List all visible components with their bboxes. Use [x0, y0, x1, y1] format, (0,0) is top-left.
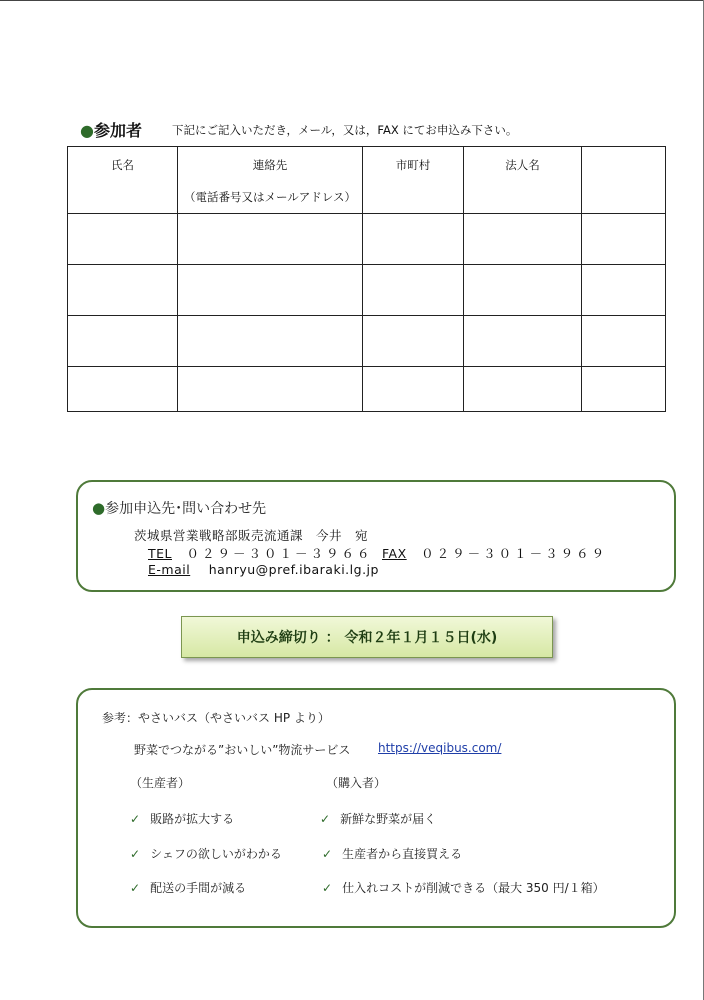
buyer-item [322, 845, 462, 862]
contact-fax-row [382, 544, 607, 562]
column-header-sublabel: （電話番号又はメールアドレス） [184, 190, 356, 204]
producer-label: （生産者） [130, 776, 191, 790]
entry-cell[interactable] [363, 265, 464, 316]
reference-link[interactable]: https://veqibus.com/ [378, 741, 502, 755]
column-header-corporation [464, 147, 582, 214]
entry-cell[interactable] [68, 316, 178, 367]
entry-cell[interactable] [178, 214, 363, 265]
bullet-dot-icon: ● [92, 499, 106, 517]
contact-title-text: 参加申込先･問い合わせ先 [105, 501, 267, 517]
email-label: E-mail [148, 562, 191, 577]
tel-label: TEL [148, 546, 172, 561]
entry-cell[interactable] [363, 367, 464, 412]
reference-tagline: 野菜でつながる”おいしい”物流サービス [134, 743, 351, 757]
entry-cell[interactable] [363, 316, 464, 367]
entry-cell[interactable] [68, 265, 178, 316]
entry-cell[interactable] [464, 316, 582, 367]
entry-cell[interactable] [464, 367, 582, 412]
check-icon: ✓ [322, 881, 333, 895]
check-icon: ✓ [322, 847, 333, 861]
column-header-label: 氏名 [111, 158, 134, 172]
buyer-item-text: 新鮮な野菜が届く [340, 812, 437, 826]
reference-heading: 参考：やさいバス（やさいバス HP より） [102, 711, 330, 725]
entry-cell[interactable] [178, 265, 363, 316]
producer-item [130, 810, 234, 827]
contact-org: 茨城県営業戦略部販売流通課 今井 宛 [134, 528, 369, 543]
table-row [68, 367, 666, 412]
entry-cell[interactable] [582, 316, 666, 367]
check-icon: ✓ [130, 881, 141, 895]
producer-item-text: シェフの欲しいがわかる [150, 847, 282, 861]
column-header-contact [178, 147, 363, 214]
participants-note: 下記にご記入いただき，メール，又は，FAX にてお申込み下さい。 [172, 123, 518, 137]
page-top-border [0, 0, 704, 1]
participants-title-text: 参加者 [93, 121, 142, 140]
producer-item [130, 845, 282, 862]
column-header-label: 市町村 [395, 158, 431, 172]
email-address[interactable]: hanryu@pref.ibaraki.lg.jp [208, 562, 379, 577]
participants-table [67, 146, 666, 412]
column-header-municipality [363, 147, 464, 214]
entry-cell[interactable] [582, 265, 666, 316]
table-row [68, 265, 666, 316]
buyer-item-text: 生産者から直接買える [342, 847, 463, 861]
producer-item-text: 販路が拡大する [150, 812, 235, 826]
table-header-row [68, 147, 666, 214]
entry-cell[interactable] [464, 214, 582, 265]
contact-tel-row [148, 544, 373, 562]
buyer-item-text: 仕入れコストが削減できる（最大 350 円/１箱） [342, 881, 605, 895]
check-icon: ✓ [320, 812, 331, 826]
entry-cell[interactable] [178, 316, 363, 367]
entry-cell[interactable] [582, 214, 666, 265]
check-icon: ✓ [130, 812, 141, 826]
contact-email-row [148, 562, 379, 577]
producer-item-text: 配送の手間が減る [150, 881, 247, 895]
column-header-label: 法人名 [505, 158, 540, 172]
column-header-blank [582, 147, 666, 214]
tel-number: ０２９－３０１－３９６６ [186, 546, 373, 561]
producer-item [130, 879, 246, 896]
buyer-item [322, 879, 605, 896]
buyer-item [320, 810, 436, 827]
entry-cell[interactable] [68, 214, 178, 265]
entry-cell[interactable] [464, 265, 582, 316]
column-header-label: 連絡先 [252, 158, 288, 172]
entry-cell[interactable] [582, 367, 666, 412]
column-header-name [68, 147, 178, 214]
table-row [68, 214, 666, 265]
entry-cell[interactable] [68, 367, 178, 412]
deadline-banner: 申込み締切り ： 令和２年１月１５日(水) [181, 616, 553, 658]
buyer-label: （購入者） [326, 776, 387, 790]
entry-cell[interactable] [178, 367, 363, 412]
entry-cell[interactable] [363, 214, 464, 265]
table-row [68, 316, 666, 367]
contact-title [92, 498, 266, 518]
participants-title [80, 118, 142, 141]
bullet-dot-icon: ● [80, 121, 94, 140]
fax-label: FAX [382, 546, 407, 561]
check-icon: ✓ [130, 847, 141, 861]
fax-number: ０２９－３０１－３９６９ [421, 546, 608, 561]
